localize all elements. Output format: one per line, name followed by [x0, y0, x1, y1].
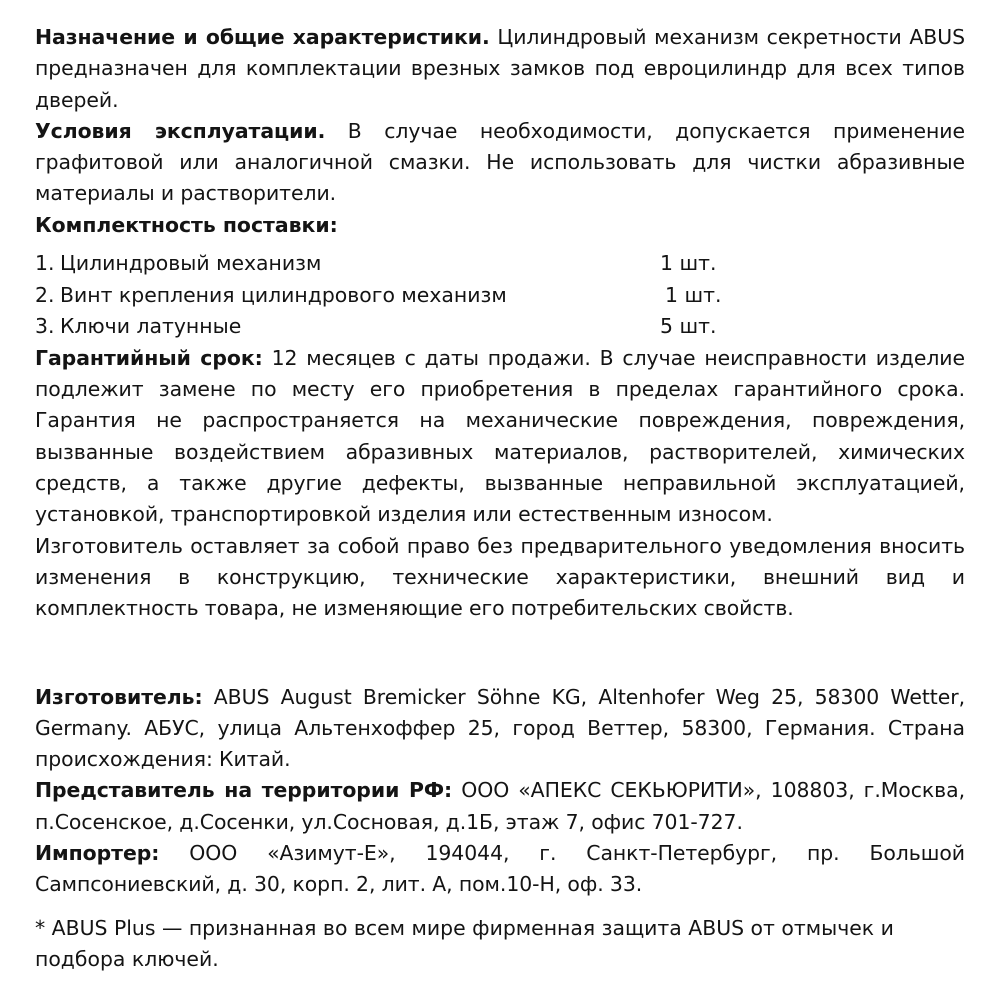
manufacturer-paragraph — [35, 682, 965, 776]
list-item-name: Винт крепления цилиндрового механизм — [60, 282, 507, 307]
list-item — [35, 311, 965, 343]
importer-text: ООО «Азимут-Е», 194044, г. Санкт-Петербург, пр. Большой Сампсониевский, д. 30, корп. 2, лит. А, пом.10-Н, оф. 33. — [35, 841, 965, 897]
warranty-paragraph — [35, 343, 965, 531]
list-item-quantity: 5 шт. — [660, 314, 717, 339]
purpose-text: Цилиндровый механизм секретности ABUS предназначен для комплектации врезных замков под евроцилиндр для всех типов дверей. — [35, 25, 965, 112]
list-item — [35, 280, 965, 312]
purpose-paragraph — [35, 22, 965, 116]
list-item-quantity: 1 шт. — [665, 282, 722, 307]
operating-conditions-text: В случае необходимости, допускается применение графитовой или аналогичной смазки. Не использовать для чистки абразивные материалы и растворители. — [35, 118, 965, 206]
representative-paragraph — [35, 775, 965, 838]
importer-paragraph — [35, 838, 965, 901]
purpose-label: Назначение и общие характеристики. — [35, 25, 490, 49]
supply-set-heading: Комплектность поставки: — [35, 212, 338, 237]
list-item — [35, 248, 965, 280]
list-item-quantity: 1 шт. — [660, 251, 717, 276]
list-item-number: 1. — [35, 251, 55, 276]
list-item-number: 3. — [35, 314, 55, 339]
operating-conditions-paragraph — [35, 116, 965, 210]
section-divider-space — [35, 625, 965, 682]
manufacturer-label: Изготовитель: — [35, 684, 203, 709]
warranty-text: 12 месяцев с даты продажи. В случае неисправности изделие подлежит замене по месту его приобретения в пределах гарантийного срока. Гарантия не распространяется на механические повреждения, повреждения, вызванные воздействием абразивных материалов, растворителей, химических средств, а также другие дефекты, вызванные неправильной эксплуатацией, установкой, транспортировкой изделия или естественным износом. — [35, 345, 966, 527]
changes-notice-paragraph: Изготовитель оставляет за собой право без предварительного уведомления вносить изменения в конструкцию, технические характеристики, внешний вид и комплектность товара, не изменяющие его потребительских свойств. — [35, 533, 965, 621]
document-body — [35, 22, 965, 975]
manufacturer-text: ABUS August Bremicker Söhne KG, Altenhofer Weg 25, 58300 Wetter, Germany. АБУС, улица Альтенхоффер 25, город Веттер, 58300, Германия. Страна происхождения: Китай. — [35, 684, 965, 772]
representative-text: ООО «АПЕКС СЕКЬЮРИТИ», 108803, г.Москва, п.Сосенское, д.Сосенки, ул.Сосновая, д.1Б, этаж 7, офис 701-727. — [35, 778, 966, 834]
operating-conditions-label: Условия эксплуатации. — [35, 118, 326, 143]
warranty-label: Гарантийный срок: — [35, 345, 263, 370]
list-item-name: Ключи латунные — [60, 314, 242, 339]
supply-set-list — [35, 248, 965, 343]
list-item-number: 2. — [35, 282, 55, 307]
representative-label: Представитель на территории РФ: — [35, 778, 453, 803]
footnote-paragraph: * ABUS Plus — признанная во всем мире фирменная защита ABUS от отмычек и подбора ключей. — [35, 915, 894, 971]
importer-label: Импортер: — [35, 841, 160, 866]
list-item-name: Цилиндровый механизм — [60, 251, 322, 276]
